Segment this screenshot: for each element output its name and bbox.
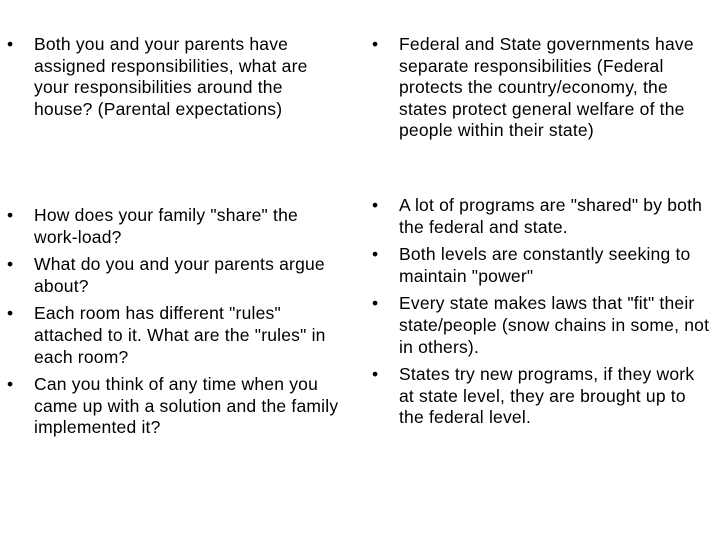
bullet-item: • What do you and your parents argue about? (1, 254, 346, 297)
government-responsibilities-list (366, 34, 706, 148)
bullet-item: • Federal and State governments have separate responsibilities (Federal protects the country/economy, the states protect general welfare of the people within their state) (366, 34, 706, 142)
bullet-item: • Every state makes laws that "fit" their state/people (snow chains in some, not in others). (366, 293, 711, 358)
family-questions-list (1, 205, 346, 445)
bullet-item: • Both levels are constantly seeking to maintain "power" (366, 244, 711, 287)
bullet-item: • How does your family "share" the work-load? (1, 205, 346, 248)
bullet-item: • States try new programs, if they work at state level, they are brought up to the federal level. (366, 364, 711, 429)
bullet-item: • A lot of programs are "shared" by both the federal and state. (366, 195, 711, 238)
family-responsibilities-list (1, 34, 346, 126)
federalism-points-list (366, 195, 711, 435)
bullet-item: • Each room has different "rules" attached to it. What are the "rules" in each room? (1, 303, 346, 368)
bullet-item: • Can you think of any time when you came up with a solution and the family implemented it? (1, 374, 346, 439)
bullet-item: • Both you and your parents have assigned responsibilities, what are your responsibilities around the house? (Parental expectations) (1, 34, 346, 120)
